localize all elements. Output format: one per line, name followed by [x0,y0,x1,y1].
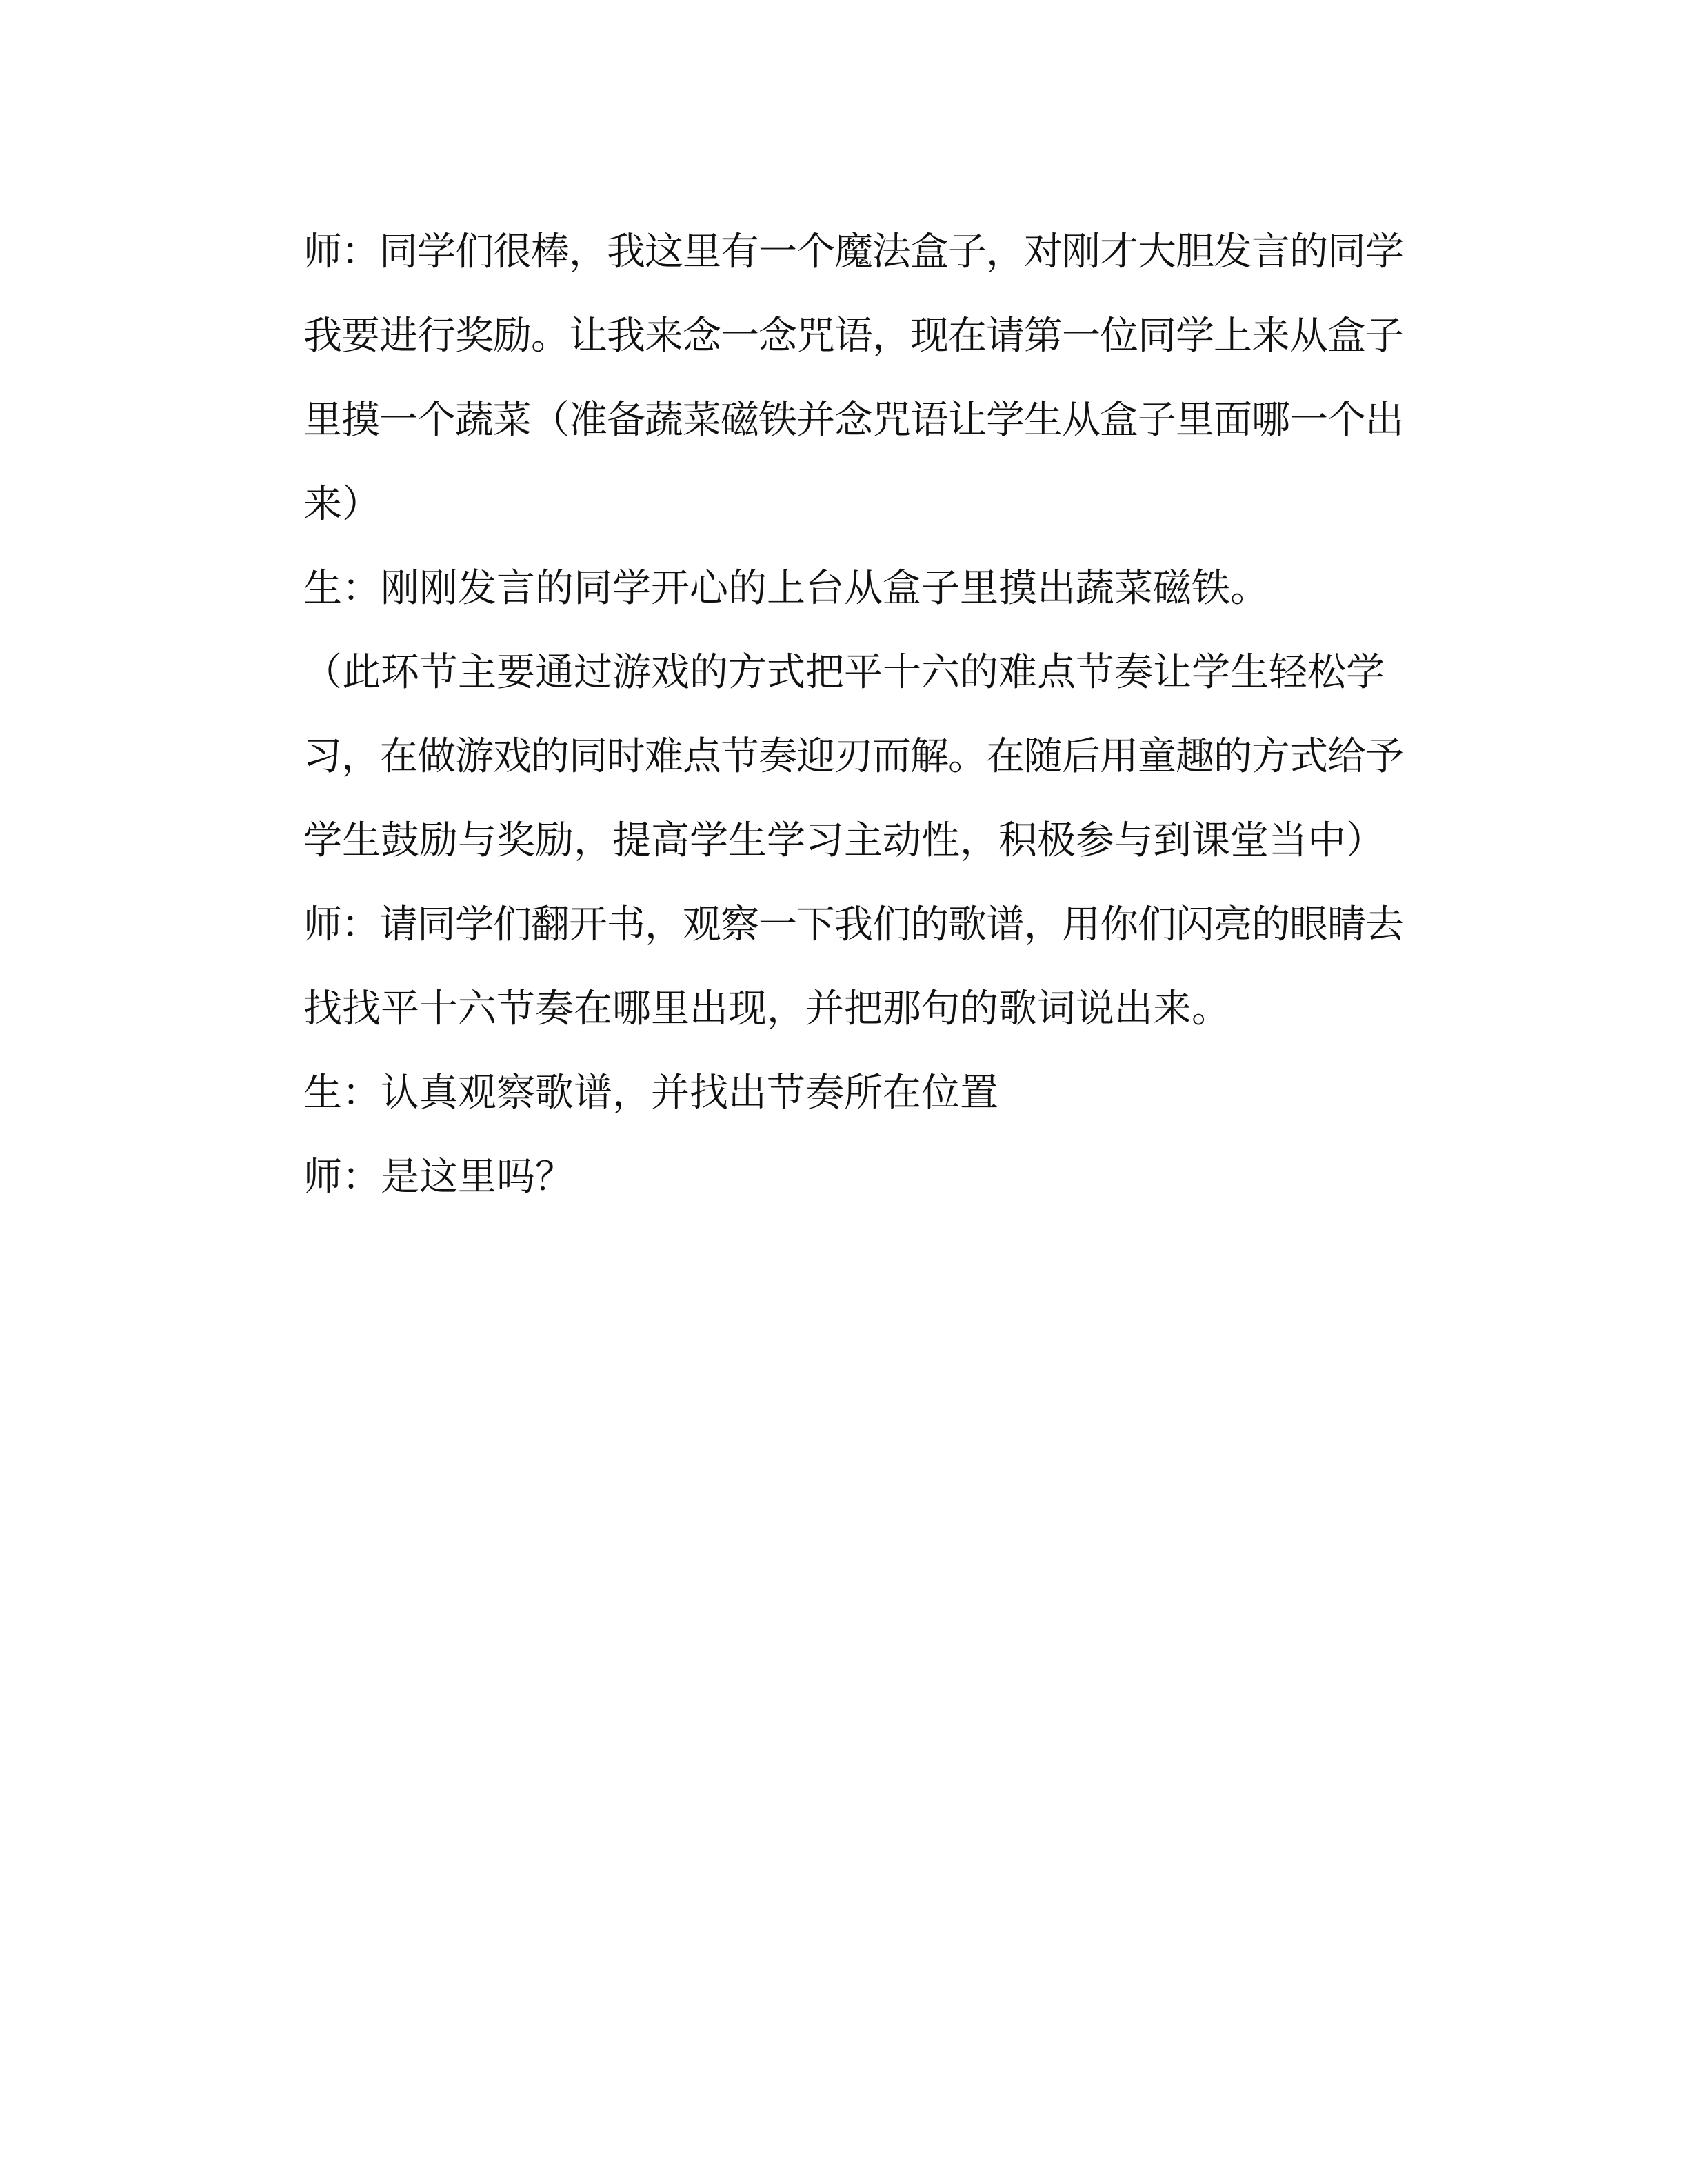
paragraph-line-10: 找找平十六节奏在哪里出现，并把那句的歌词说出来。 [303,987,1230,1031]
paragraph-line-4: 来） [303,482,381,527]
paragraph-line-8: 学生鼓励与奖励，提高学生学习主动性，积极参与到课堂当中） [303,818,1385,863]
paragraph-line-11: 生：认真观察歌谱，并找出节奏所在位置 [303,1071,998,1115]
paragraph-line-6: （此环节主要通过游戏的方式把平十六的难点节奏让学生轻松学 [303,650,1385,695]
paragraph-line-5: 生：刚刚发言的同学开心的上台从盒子里摸出蔬菜磁铁。 [303,566,1269,611]
paragraph-line-7: 习，在做游戏的同时难点节奏迎刃而解。在随后用童趣的方式给予 [303,734,1403,779]
paragraph-line-12: 师：是这里吗？ [303,1155,574,1200]
paragraph-line-2: 我要进行奖励。让我来念一念咒语，现在请第一位同学上来从盒子 [303,314,1403,358]
paragraph-line-9: 师：请同学们翻开书，观察一下我们的歌谱，用你们闪亮的眼睛去 [303,902,1403,947]
document-body [303,210,1420,1220]
paragraph-line-3: 里摸一个蔬菜（准备蔬菜磁铁并念咒语让学生从盒子里面哪一个出 [303,398,1403,443]
paragraph-line-1: 师：同学们很棒，我这里有一个魔法盒子，对刚才大胆发言的同学 [303,230,1403,274]
